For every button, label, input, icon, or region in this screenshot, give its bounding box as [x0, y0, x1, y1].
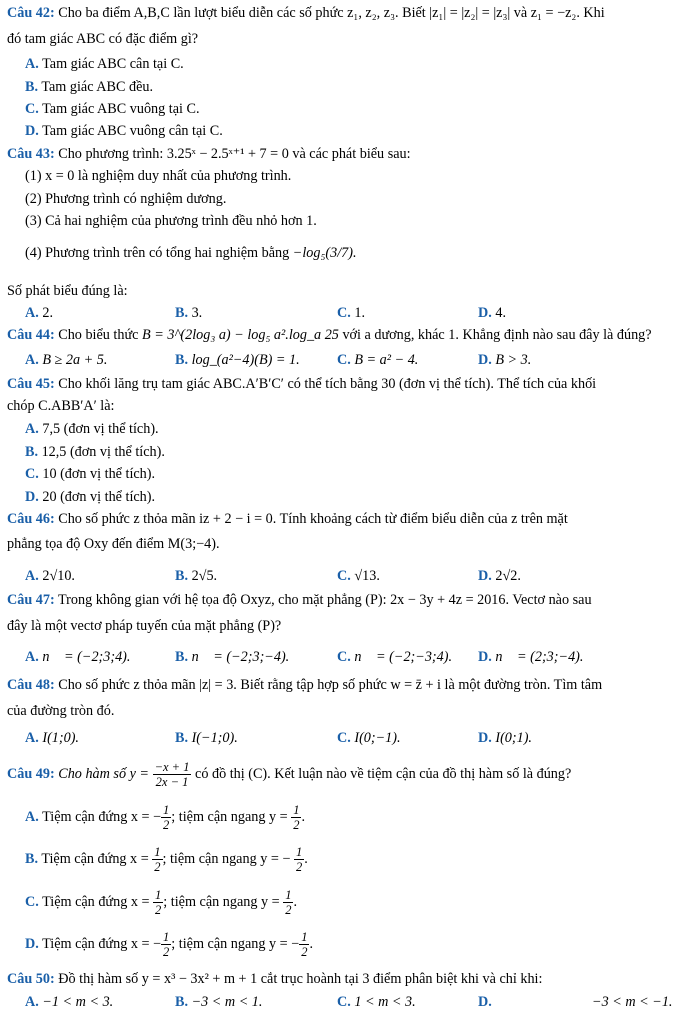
math-expression: B = 3^(2log₃ a) − log₅ a².log_a 25	[142, 327, 339, 343]
question-46	[7, 511, 690, 554]
question-44: Câu 44: Cho biểu thức B = 3^(2log₃ a) − log₅ a².log_a 25 với a dương, khác 1. Khẳng định nào sau đây là đúng?	[7, 327, 652, 343]
option-d[interactable]: D. B > 3.	[478, 352, 532, 368]
option-b[interactable]: B. 2√5.	[175, 568, 218, 584]
question-label: Câu 48:	[7, 677, 55, 693]
option-b[interactable]: B. log_(a²−4)(B) = 1.	[175, 352, 300, 368]
option-d-letter[interactable]: D.	[478, 994, 492, 1010]
option-a[interactable]: A. B ≥ 2a + 5.	[25, 352, 108, 368]
question-label: Câu 45:	[7, 376, 55, 392]
question-42	[7, 5, 690, 49]
question-label: Câu 49:	[7, 766, 55, 783]
question-label: Câu 47:	[7, 592, 55, 608]
option-a[interactable]: A. Tiệm cận đứng x = − $\frac{1}{2}$ ; tiệm cận ngang y = $\frac{1}{2}$ .	[25, 803, 305, 833]
math-expression: −log₅(3/7).	[292, 245, 357, 261]
option-c[interactable]: C. B = a² − 4.	[337, 352, 419, 368]
question-text: Trong không gian với hệ tọa độ Oxyz, cho mặt phẳng (P): 2x − 3y + 4z = 2016. Vectơ nào sau	[58, 592, 592, 608]
option-b[interactable]: B. I(−1;0).	[175, 730, 238, 746]
question-label: Câu 50:	[7, 971, 55, 987]
option-d[interactable]: D. Tiệm cận đứng x = − $\frac{1}{2}$ ; tiệm cận ngang y = − $\frac{1}{2}$ .	[25, 930, 313, 960]
option-b[interactable]: B. −3 < m < 1.	[175, 994, 263, 1010]
question-text: Cho khối lăng trụ tam giác ABC.A′B′C′ có thể tích bằng 30 (đơn vị thể tích). Thể tích của khối	[58, 376, 597, 392]
statement-3: (3) Cả hai nghiệm của phương trình đều nhỏ hơn 1.	[25, 213, 317, 229]
question-50	[7, 971, 542, 989]
option-c[interactable]: C. 1 < m < 3.	[337, 994, 416, 1010]
fraction: $\frac{-x + 1}{2x - 1}$	[154, 760, 190, 790]
option-c[interactable]: C. 1.	[337, 305, 365, 321]
option-c[interactable]: C. Tiệm cận đứng x = $\frac{1}{2}$ ; tiệm cận ngang y = $\frac{1}{2}$ .	[25, 888, 297, 918]
option-d[interactable]: D. Tam giác ABC vuông cân tại C.	[25, 123, 223, 139]
option-a[interactable]: A. 7,5 (đơn vị thể tích).	[25, 421, 159, 437]
option-c[interactable]: C. I(0;−1).	[337, 730, 401, 746]
option-a[interactable]: A. 2.	[25, 305, 53, 321]
question-47	[7, 592, 690, 636]
option-b[interactable]: B. Tam giác ABC đều.	[25, 79, 154, 95]
option-d[interactable]: D. 4.	[478, 305, 506, 321]
statement-2: (2) Phương trình có nghiệm dương.	[25, 191, 227, 207]
option-c[interactable]: C. n⃗ = (−2;−3;4).	[337, 649, 453, 665]
option-d[interactable]: D. 2√2.	[478, 568, 521, 584]
question-footer: Số phát biểu đúng là:	[7, 283, 128, 299]
option-a[interactable]: A. Tam giác ABC cân tại C.	[25, 56, 184, 72]
question-label: Câu 42:	[7, 5, 55, 21]
option-c[interactable]: C. Tam giác ABC vuông tại C.	[25, 101, 200, 117]
option-a[interactable]: A. n⃗ = (−2;3;4).	[25, 649, 131, 665]
question-text: Cho phương trình: 3.25ˣ − 2.5ˣ⁺¹ + 7 = 0 và các phát biểu sau:	[58, 146, 411, 162]
option-d[interactable]: D. 20 (đơn vị thể tích).	[25, 489, 156, 505]
question-text-cont: của đường tròn đó.	[7, 702, 115, 719]
question-45	[7, 376, 690, 416]
question-text: Cho số phức z thỏa mãn iz + 2 − i = 0. Tính khoảng cách từ điểm biểu diễn của z trên mặt	[58, 511, 568, 527]
option-b[interactable]: B. Tiệm cận đứng x = $\frac{1}{2}$ ; tiệm cận ngang y = − $\frac{1}{2}$ .	[25, 845, 308, 875]
option-a[interactable]: A. 2√10.	[25, 568, 75, 584]
question-label: Câu 46:	[7, 511, 55, 527]
option-d[interactable]: D. n⃗ = (2;3;−4).	[478, 649, 584, 665]
question-text-cont: chóp C.ABB′A′ là:	[7, 397, 115, 414]
question-text-cont: đây là một vectơ pháp tuyến của mặt phẳng (P)?	[7, 617, 282, 634]
statement-1: (1) x = 0 là nghiệm duy nhất của phương trình.	[25, 168, 292, 184]
question-49: Câu 49: Cho hàm số y = $\frac{-x + 1}{2x - 1}$ có đồ thị (C). Kết luận nào về tiệm cận của đồ thị hàm số là đúng?	[7, 760, 572, 790]
question-label: Câu 44:	[7, 327, 55, 343]
option-a[interactable]: A. −1 < m < 3.	[25, 994, 114, 1010]
question-text: Cho số phức z thỏa mãn |z| = 3. Biết rằng tập hợp số phức w = z̄ + i là một đường tròn. Tìm tâm	[58, 677, 603, 693]
option-b[interactable]: B. 12,5 (đơn vị thể tích).	[25, 444, 165, 460]
option-c[interactable]: C. 10 (đơn vị thể tích).	[25, 466, 156, 482]
question-text-cont: phẳng tọa độ Oxy đến điểm M(3;−4).	[7, 535, 220, 552]
option-d[interactable]: D. I(0;1).	[478, 730, 532, 746]
question-43	[7, 146, 411, 164]
statement-4: (4) Phương trình trên có tổng hai nghiệm bằng −log₅(3/7).	[25, 245, 357, 261]
option-d[interactable]: −3 < m < −1.	[592, 994, 673, 1010]
question-text: Cho ba điểm A,B,C lần lượt biểu diễn các số phức z₁, z₂, z₃. Biết |z₁| = |z₂| = |z₃| và z₁ = −z₂. Khi	[58, 5, 605, 21]
option-c[interactable]: C. √13.	[337, 568, 380, 584]
question-text-cont: đó tam giác ABC có đặc điểm gì?	[7, 30, 199, 47]
option-b[interactable]: B. n⃗ = (−2;3;−4).	[175, 649, 290, 665]
option-a[interactable]: A. I(1;0).	[25, 730, 79, 746]
option-b[interactable]: B. 3.	[175, 305, 203, 321]
question-text: Đồ thị hàm số y = x³ − 3x² + m + 1 cắt trục hoành tại 3 điểm phân biệt khi và chỉ khi:	[58, 971, 543, 987]
question-48	[7, 677, 690, 721]
question-label: Câu 43:	[7, 146, 55, 162]
